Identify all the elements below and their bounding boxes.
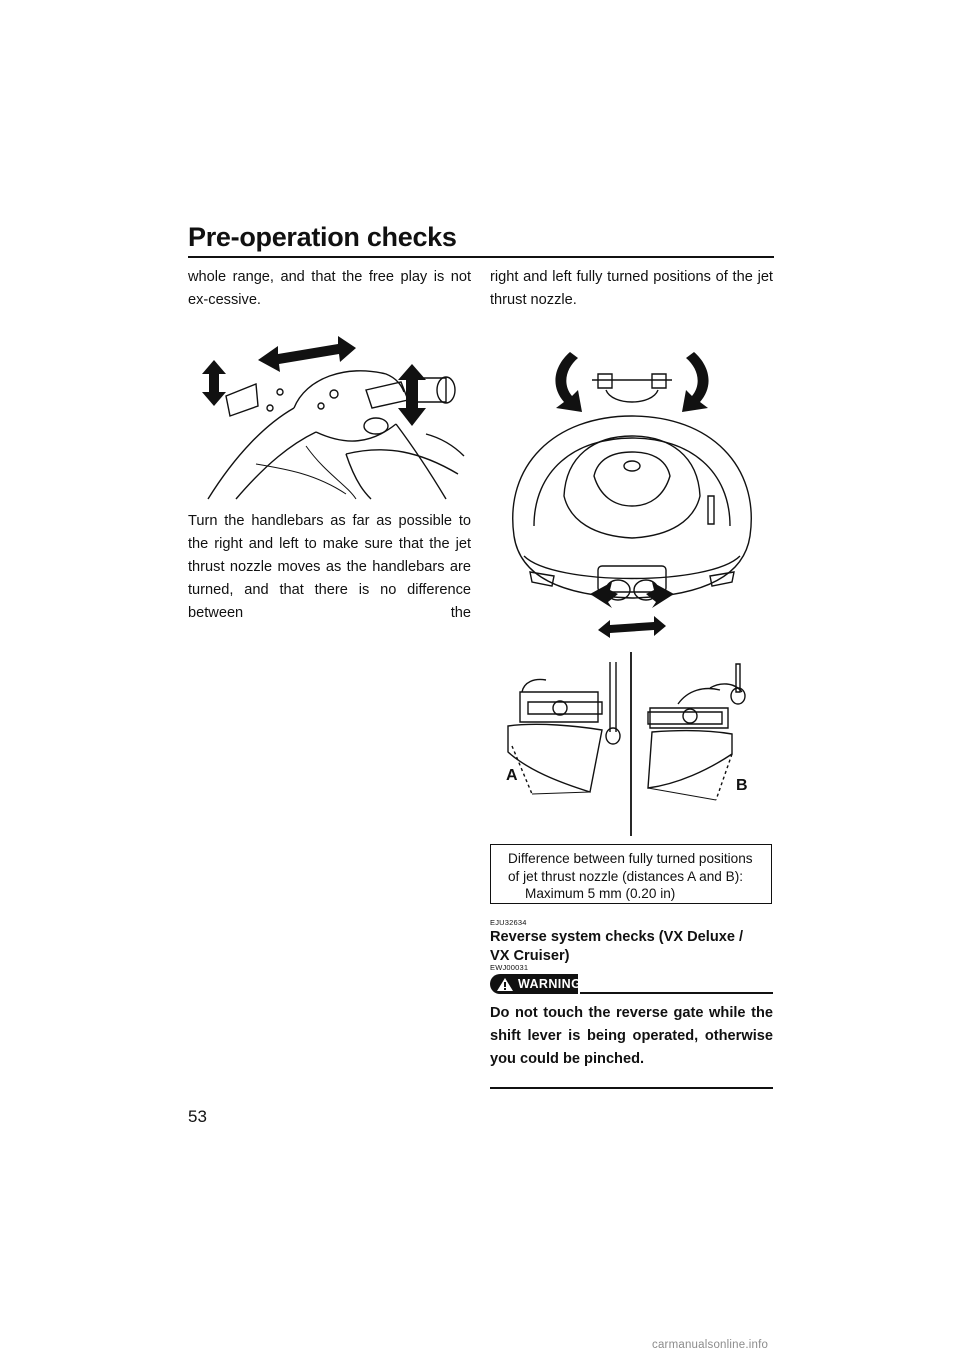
watermark: carmanualsonline.info	[652, 1339, 769, 1351]
title-rule	[188, 256, 774, 258]
warning-code: EWJ00031	[490, 963, 529, 972]
nozzle-distance-figure	[498, 652, 774, 836]
spec-line-1: Difference between fully turned positions	[508, 851, 753, 866]
spec-line-2: of jet thrust nozzle (distances A and B):	[508, 868, 743, 884]
warning-top-rule	[580, 992, 773, 994]
page-title: Pre-operation checks	[188, 222, 457, 252]
spec-box	[490, 844, 772, 904]
section-title	[490, 928, 743, 966]
figure-label-b: B	[736, 777, 748, 794]
warning-badge	[490, 974, 582, 994]
warning-triangle-icon	[496, 977, 514, 992]
handlebar-freeplay-figure	[196, 334, 468, 500]
section-title-line-2: VX Cruiser)	[490, 948, 570, 964]
figure-label-a: A	[506, 767, 518, 784]
warning-bottom-rule	[490, 1087, 773, 1089]
left-paragraph: Turn the handlebars as far as possible to the right and left to make sure that the jet thrust nozzle moves as the handlebars are turned, and that there is no difference between the	[188, 513, 471, 621]
section-code: EJU32634	[490, 918, 527, 927]
warning-label: WARNING	[518, 977, 582, 991]
section-title-line-1: Reverse system checks (VX Deluxe /	[490, 929, 744, 945]
left-continuation-text: whole range, and that the free play is not ex-cessive.	[188, 269, 471, 308]
spec-line-3: Maximum 5 mm (0.20 in)	[525, 886, 676, 901]
warning-text: Do not touch the reverse gate while the shift lever is being operated, otherwise you could be pinched.	[490, 1005, 773, 1067]
watercraft-rear-view-figure	[494, 346, 770, 640]
right-continuation-text: right and left fully turned positions of the jet thrust nozzle.	[490, 269, 773, 308]
page-number: 53	[188, 1107, 207, 1126]
